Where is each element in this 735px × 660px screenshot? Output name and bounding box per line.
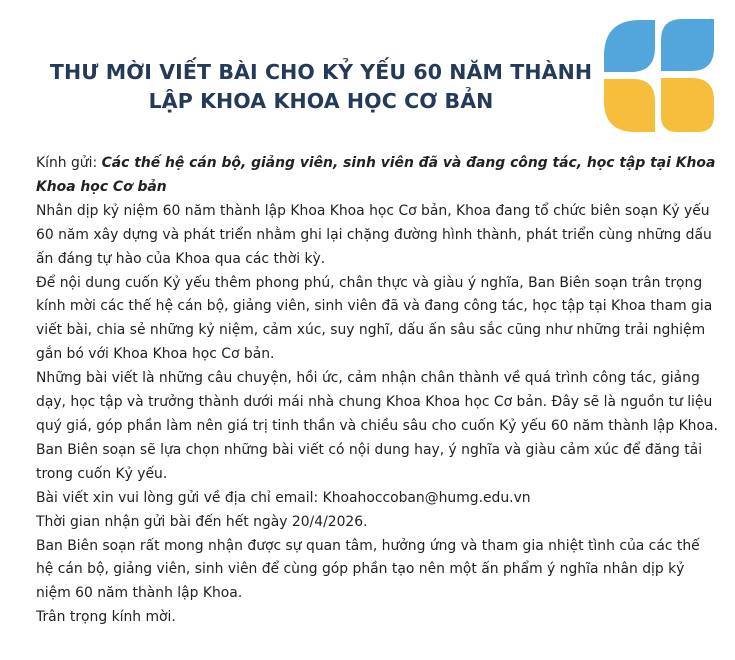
paragraph-2: Để nội dung cuốn Kỷ yếu thêm phong phú, chân thực và giàu ý nghĩa, Ban Biên soạn trân trọng kính mời các thế hệ cán bộ, giảng viên, sinh viên đã và đang công tác, học tập tại Khoa tham gia viết bài, chia sẻ những kỷ niệm, cảm xúc, suy nghĩ, dấu ấn sâu sắc cũng như những trải nghiệm gắn bó với Khoa Khoa học Cơ bản.: [36, 274, 713, 363]
greeting-recipients: Các thế hệ cán bộ, giảng viên, sinh viên đã và đang công tác, học tập tại Khoa Khoa học Cơ bản: [36, 155, 716, 195]
page-title: [40, 58, 602, 116]
paragraph-1: Nhân dịp kỷ niệm 60 năm thành lập Khoa Khoa học Cơ bản, Khoa đang tổ chức biên soạn Kỷ yếu 60 năm xây dựng và phát triển nhằm ghi lại chặng đường hình thành, phát triển cùng những dấu ấn đáng tự hào của Khoa qua các thời kỳ.: [36, 202, 712, 267]
logo-petal-top-left: [604, 20, 655, 72]
paragraph-7: Ban Biên soạn rất mong nhận được sự quan tâm, hưởng ứng và tham gia nhiệt tình của các thế hệ cán bộ, giảng viên, sinh viên để cùng góp phần tạo nên một ấn phẩm ý nghĩa nhân dịp kỷ niệm 60 năm thành lập Khoa.: [36, 537, 700, 602]
paragraph-3: Những bài viết là những câu chuyện, hồi ức, cảm nhận chân thành về quá trình công tác, giảng dạy, học tập và trưởng thành dưới mái nhà chung Khoa Khoa học Cơ bản. Đây sẽ là nguồn tư liệu quý giá, góp phần làm nên giá trị tinh thần và chiều sâu cho cuốn Kỷ yếu 60 năm thành lập Khoa.: [36, 370, 718, 434]
letter-body: [36, 152, 720, 630]
greeting-label: Kính gửi:: [36, 155, 102, 171]
deadline-line: Thời gian nhận gửi bài đến hết ngày 20/4/2026.: [36, 513, 368, 530]
logo-petal-top-right: [661, 19, 714, 71]
closing-line: Trân trọng kính mời.: [36, 609, 176, 626]
paragraph-4: Ban Biên soạn sẽ lựa chọn những bài viết có nội dung hay, ý nghĩa và giàu cảm xúc để đăng tải trong cuốn Kỷ yếu.: [36, 441, 703, 482]
four-petal-logo-icon: [603, 18, 715, 133]
greeting-line: [36, 152, 720, 200]
title-line-1: THƯ MỜI VIẾT BÀI CHO KỶ YẾU 60 NĂM THÀNH: [49, 60, 593, 84]
logo-petal-bottom-left: [604, 79, 655, 132]
email-line: Bài viết xin vui lòng gửi về địa chỉ email: Khoahoccoban@humg.edu.vn: [36, 489, 531, 506]
title-line-2: LẬP KHOA KHOA HỌC CƠ BẢN: [148, 89, 494, 113]
logo-petal-bottom-right: [661, 78, 714, 132]
